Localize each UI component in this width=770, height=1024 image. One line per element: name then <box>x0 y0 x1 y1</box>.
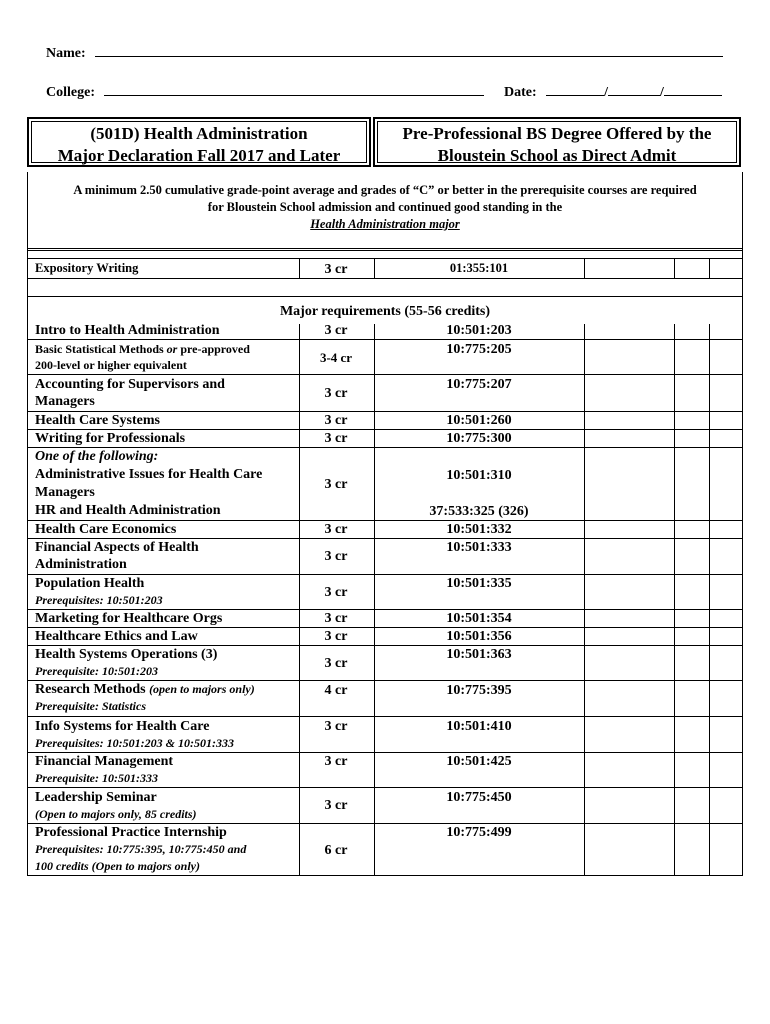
course-code: 10:501:363 <box>446 647 512 662</box>
course-prereq: Prerequisite: Statistics <box>35 699 146 713</box>
course-credits: 3 cr <box>324 611 348 626</box>
course-credits: 3 cr <box>324 629 348 644</box>
col-divider <box>674 324 675 875</box>
course-code: 10:501:335 <box>446 576 512 591</box>
notice-major-link: Health Administration major <box>310 217 460 231</box>
major-title-line1: (501D) Health Administration <box>90 124 308 143</box>
course-name-part: pre-approved <box>177 342 250 356</box>
course-prereq: Prerequisites: 10:501:203 <box>35 593 163 607</box>
prereq-code: 01:355:101 <box>449 261 509 275</box>
course-name-part: Health Systems Operations (3) <box>35 647 218 662</box>
divider <box>28 716 742 717</box>
choice-label: One of the following: <box>35 449 159 464</box>
course-name <box>35 681 299 715</box>
date-day-field[interactable] <box>608 83 660 96</box>
divider <box>28 787 742 788</box>
course-prereq: Prerequisite: 10:501:333 <box>35 771 158 785</box>
course-name-part: Leadership Seminar <box>35 790 157 805</box>
course-name <box>35 539 299 573</box>
course-credits: 3 cr <box>324 656 348 671</box>
date-label: Date: <box>503 85 537 100</box>
course-name-part: Professional Practice Internship <box>35 825 227 840</box>
col-divider <box>709 258 710 278</box>
course-prereq: (Open to majors only, 85 credits) <box>35 807 197 821</box>
course-credits: 3 cr <box>324 323 348 338</box>
prereq-course-name: Expository Writing <box>35 261 139 275</box>
course-credits: 3 cr <box>324 719 348 734</box>
course-name-part: Financial Aspects of Health <box>35 540 199 555</box>
course-name <box>35 824 299 875</box>
col-divider <box>584 324 585 875</box>
course-name <box>35 753 299 787</box>
divider <box>28 258 742 259</box>
divider <box>28 339 742 340</box>
degree-title-line2: Bloustein School as Direct Admit <box>437 146 677 165</box>
course-prereq: 100 credits (Open to majors only) <box>35 859 200 873</box>
course-name-part: Managers <box>35 485 95 500</box>
course-name <box>35 789 299 823</box>
course-name-part: Financial Management <box>35 754 174 769</box>
course-note: (open to majors only) <box>149 682 255 696</box>
notice-line2: for Bloustein School admission and continued good standing in the <box>207 200 563 214</box>
college-field[interactable] <box>104 83 484 96</box>
course-name: Intro to Health Administration <box>35 323 220 338</box>
course-code: 10:775:207 <box>446 377 512 392</box>
requirements-table <box>27 172 743 876</box>
course-code: 10:501:354 <box>446 611 512 626</box>
course-name <box>35 341 299 373</box>
course-name: Health Care Systems <box>35 413 160 428</box>
course-credits: 3 cr <box>324 477 348 492</box>
course-credits: 3 cr <box>324 431 348 446</box>
course-name: Marketing for Healthcare Orgs <box>35 611 223 626</box>
major-requirements-heading: Major requirements (55-56 credits) <box>279 304 491 319</box>
course-name-part: Administrative Issues for Health Care <box>35 467 263 482</box>
course-code: 10:501:310 <box>446 468 512 483</box>
divider <box>28 248 742 251</box>
divider <box>28 296 742 297</box>
college-label: College: <box>46 85 95 100</box>
course-prereq: Prerequisite: 10:501:203 <box>35 664 158 678</box>
course-code: 10:501:425 <box>446 754 512 769</box>
course-name <box>35 575 299 609</box>
course-credits: 3 cr <box>324 754 348 769</box>
prereq-credits: 3 cr <box>324 262 348 277</box>
course-code: 10:775:499 <box>446 825 512 840</box>
course-choice <box>35 448 299 520</box>
course-credits: 3 cr <box>324 585 348 600</box>
course-name <box>35 376 299 410</box>
course-code: 10:501:333 <box>446 540 512 555</box>
course-code: 10:501:332 <box>446 522 512 537</box>
course-code: 10:501:410 <box>446 719 512 734</box>
course-credits: 3 cr <box>324 549 348 564</box>
course-code: 10:775:450 <box>446 790 512 805</box>
major-title-line2: Major Declaration Fall 2017 and Later <box>57 146 341 165</box>
course-code: 10:775:395 <box>446 683 512 698</box>
degree-title-box <box>373 117 741 167</box>
course-name: Writing for Professionals <box>35 431 186 446</box>
date-separator-2: / <box>660 85 664 100</box>
course-prereq: Prerequisites: 10:775:395, 10:775:450 and <box>35 842 247 856</box>
divider <box>28 374 742 375</box>
course-name <box>35 646 299 680</box>
course-code: 10:501:260 <box>446 413 512 428</box>
admission-notice <box>28 182 742 233</box>
course-name-part: Basic Statistical Methods <box>35 342 164 356</box>
course-name-part: Administration <box>35 557 127 572</box>
course-credits: 4 cr <box>324 683 348 698</box>
course-credits: 3 cr <box>324 386 348 401</box>
course-code: 10:501:356 <box>446 629 512 644</box>
course-name-or: or <box>166 342 178 356</box>
date-separator: / <box>604 85 609 100</box>
college-row <box>46 83 726 101</box>
course-name-part: Info Systems for Health Care <box>35 719 210 734</box>
course-name-part: Accounting for Supervisors and <box>35 377 225 392</box>
date-month-field[interactable] <box>546 83 604 96</box>
course-code: 10:775:300 <box>446 431 512 446</box>
course-code: 10:775:205 <box>446 342 512 357</box>
course-name: Healthcare Ethics and Law <box>35 629 198 644</box>
course-credits: 3 cr <box>324 798 348 813</box>
course-credits: 3 cr <box>324 413 348 428</box>
course-name-part: Managers <box>35 394 95 409</box>
name-label: Name: <box>46 46 86 61</box>
course-credits: 3 cr <box>324 522 348 537</box>
course-name-part: HR and Health Administration <box>35 503 221 518</box>
course-name-part: Research Methods <box>35 682 150 697</box>
course-name-part: Population Health <box>35 576 145 591</box>
name-field[interactable] <box>95 44 723 57</box>
course-prereq: Prerequisites: 10:501:203 & 10:501:333 <box>35 736 234 750</box>
col-divider <box>674 258 675 278</box>
col-divider <box>709 324 710 875</box>
date-year-field[interactable] <box>664 83 722 96</box>
course-name <box>35 718 299 752</box>
major-title-box <box>27 117 371 167</box>
name-row <box>46 44 726 62</box>
col-divider <box>584 258 585 278</box>
course-code: 10:501:203 <box>446 323 512 338</box>
degree-title-line1: Pre-Professional BS Degree Offered by the <box>402 124 712 143</box>
course-credits: 3-4 cr <box>319 350 353 365</box>
divider <box>28 278 742 279</box>
course-code: 37:533:325 (326) <box>429 504 529 519</box>
course-credits: 6 cr <box>324 843 348 858</box>
course-name-part: 200-level or higher equivalent <box>35 358 187 372</box>
title-section <box>27 117 741 173</box>
notice-line1: A minimum 2.50 cumulative grade-point average and grades of “C” or better in the prerequisite courses are required <box>73 183 697 197</box>
course-name: Health Care Economics <box>35 522 177 537</box>
